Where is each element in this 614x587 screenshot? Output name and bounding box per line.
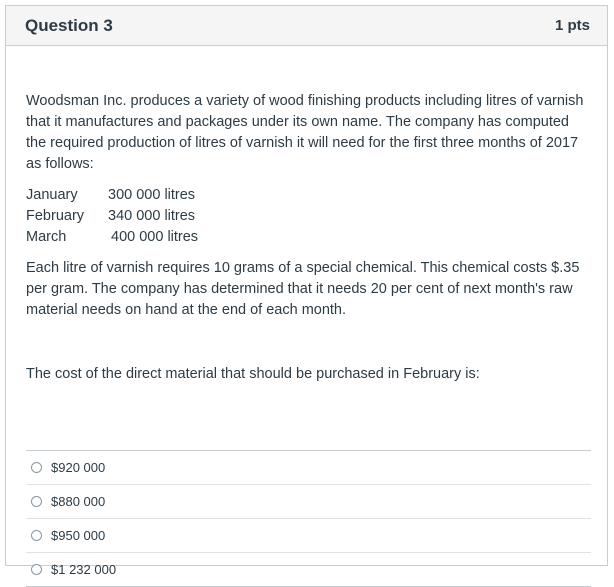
table-row — [26, 206, 198, 227]
answer-option[interactable] — [26, 485, 591, 519]
answer-list — [26, 450, 591, 587]
question-title: Question 3 — [25, 15, 113, 35]
month-label: March — [26, 229, 67, 245]
production-table — [26, 185, 198, 248]
answer-label[interactable]: $880 000 — [51, 494, 106, 509]
radio-button[interactable] — [31, 462, 42, 473]
month-amount: 300 000 litres — [108, 187, 196, 203]
question-header — [6, 6, 607, 46]
radio-button[interactable] — [31, 496, 42, 507]
answer-label[interactable]: $920 000 — [51, 460, 106, 475]
answer-label[interactable]: $950 000 — [51, 528, 106, 543]
table-row — [26, 227, 198, 248]
question-paragraph-1: Woodsman Inc. produces a variety of wood finishing products including litres of varnish that it manufactures and packages under its own name. The company has computed the required production of litres of varnish it will need for the first three months of 2017 as follows: — [26, 93, 584, 172]
answer-option[interactable] — [26, 553, 591, 587]
answer-label[interactable]: $1 232 000 — [51, 562, 117, 577]
month-amount: 340 000 litres — [108, 208, 196, 224]
question-card — [5, 5, 608, 577]
answer-option[interactable] — [26, 519, 591, 553]
table-row — [26, 185, 198, 206]
question-prompt: The cost of the direct material that should be purchased in February is: — [26, 366, 480, 382]
answer-option[interactable] — [26, 451, 591, 485]
radio-button[interactable] — [31, 564, 42, 575]
question-points: 1 pts — [554, 17, 590, 34]
month-label: January — [26, 187, 78, 203]
radio-button[interactable] — [31, 530, 42, 541]
month-label: February — [26, 208, 85, 224]
question-paragraph-2: Each litre of varnish requires 10 grams of a special chemical. This chemical costs $.35 per gram. The company has determined that it needs 20 per cent of next month's raw material needs on hand at the end of each month. — [26, 260, 580, 318]
month-amount: 400 000 litres — [111, 229, 199, 245]
